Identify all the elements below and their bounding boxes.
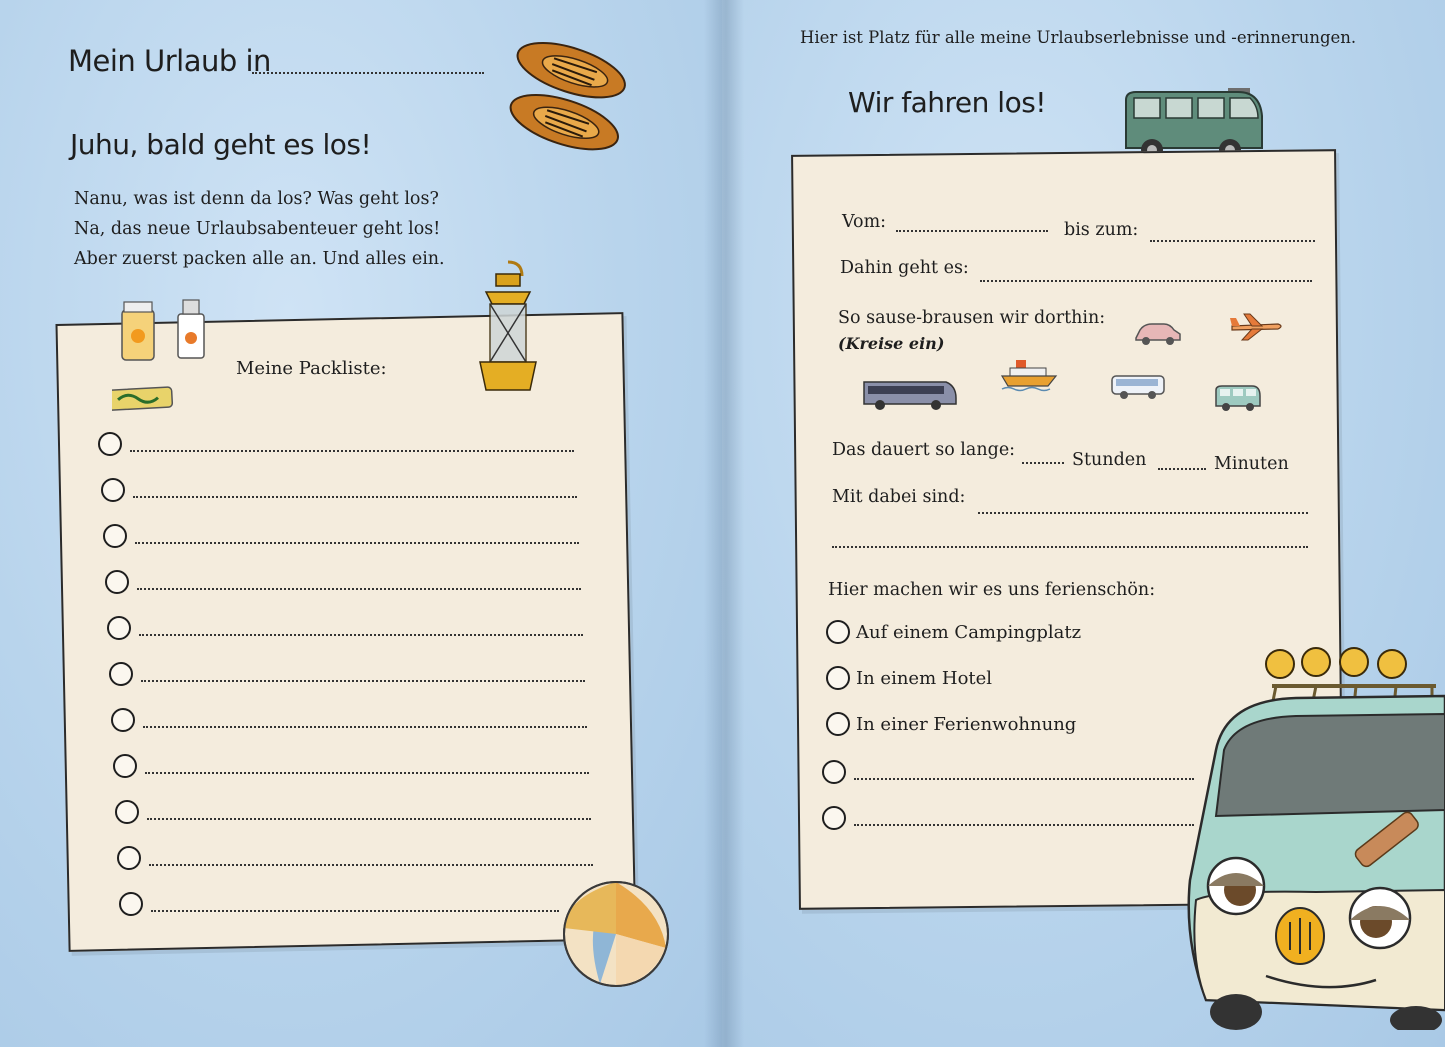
car-icon[interactable]	[1132, 318, 1184, 348]
page-title: Wir fahren los!	[848, 86, 1047, 119]
packlist-item[interactable]	[113, 748, 589, 778]
checkbox-circle[interactable]	[105, 570, 129, 594]
transport-label: So sause-brausen wir dorthin:	[838, 308, 1106, 328]
checkbox-circle[interactable]	[826, 712, 850, 736]
from-field[interactable]	[896, 230, 1048, 232]
stay-option-camping[interactable]	[826, 620, 1081, 644]
stay-option-custom[interactable]	[822, 800, 1194, 830]
checkbox-circle[interactable]	[107, 616, 131, 640]
packlist-item[interactable]	[115, 794, 591, 824]
checkbox-circle[interactable]	[826, 620, 850, 644]
to-field[interactable]	[1150, 240, 1315, 242]
companions-field-2[interactable]	[832, 546, 1308, 548]
minutes-field[interactable]	[1158, 468, 1206, 470]
coach-bus-icon[interactable]	[860, 376, 958, 412]
duration-label: Das dauert so lange:	[832, 440, 1016, 460]
stay-option-custom[interactable]	[822, 754, 1194, 784]
intro-text	[74, 184, 494, 274]
stay-option-label: Auf einem Campingplatz	[856, 621, 1082, 643]
page-header: Hier ist Platz für alle meine Urlaubserlebnisse und -erinnerungen.	[800, 28, 1357, 47]
packlist-item[interactable]	[107, 610, 583, 640]
packlist-item[interactable]	[111, 702, 587, 732]
to-label: bis zum:	[1064, 220, 1139, 240]
hours-field[interactable]	[1022, 462, 1064, 464]
checkbox-circle[interactable]	[826, 666, 850, 690]
page-title: Mein Urlaub in	[68, 44, 271, 78]
packlist-item[interactable]	[101, 472, 577, 502]
intro-line: Nanu, was ist denn da los? Was geht los?	[74, 189, 439, 209]
airplane-icon[interactable]	[1228, 312, 1284, 342]
city-bus-icon[interactable]	[1110, 372, 1166, 402]
shoes-icon	[500, 34, 640, 164]
packlist-item[interactable]	[103, 518, 579, 548]
packlist-item[interactable]	[117, 840, 593, 870]
book-spine	[704, 0, 744, 1047]
lantern-icon	[468, 258, 548, 408]
stay-option-hotel[interactable]	[826, 666, 992, 690]
van-character-illustration	[1176, 640, 1445, 1030]
intro-line: Na, das neue Urlaubsabenteuer geht los!	[74, 219, 441, 239]
transport-hint: (Kreise ein)	[838, 334, 945, 353]
packlist-item[interactable]	[109, 656, 585, 686]
packlist-item[interactable]	[98, 426, 574, 456]
ship-icon[interactable]	[1000, 356, 1058, 392]
checkbox-circle[interactable]	[111, 708, 135, 732]
checkbox-circle[interactable]	[109, 662, 133, 686]
checkbox-circle[interactable]	[822, 806, 846, 830]
companions-field-1[interactable]	[978, 512, 1308, 514]
hours-label: Stunden	[1072, 450, 1147, 470]
checkbox-circle[interactable]	[101, 478, 125, 502]
checkbox-circle[interactable]	[117, 846, 141, 870]
intro-line: Aber zuerst packen alle an. Und alles ein.	[74, 249, 445, 269]
packlist-item[interactable]	[105, 564, 581, 594]
destination-label: Dahin geht es:	[840, 258, 969, 278]
checkbox-circle[interactable]	[98, 432, 122, 456]
checkbox-circle[interactable]	[822, 760, 846, 784]
stay-option-label: In einer Ferienwohnung	[856, 713, 1077, 735]
stay-label: Hier machen wir es uns ferienschön:	[828, 580, 1156, 600]
checkbox-circle[interactable]	[103, 524, 127, 548]
from-label: Vom:	[842, 212, 887, 232]
camper-van-icon[interactable]	[1212, 382, 1264, 414]
section-title: Juhu, bald geht es los!	[70, 128, 372, 161]
stay-option-label: In einem Hotel	[856, 667, 993, 689]
packlist-item[interactable]	[119, 886, 559, 916]
checkbox-circle[interactable]	[115, 800, 139, 824]
checkbox-circle[interactable]	[113, 754, 137, 778]
packlist-title: Meine Packliste:	[236, 358, 387, 379]
minutes-label: Minuten	[1214, 454, 1289, 474]
checkbox-circle[interactable]	[119, 892, 143, 916]
destination-line[interactable]	[252, 72, 484, 74]
companions-label: Mit dabei sind:	[832, 487, 966, 507]
sunscreen-icon	[112, 298, 222, 418]
stay-option-apartment[interactable]	[826, 712, 1076, 736]
destination-field[interactable]	[980, 280, 1312, 282]
beach-ball-icon	[560, 878, 672, 990]
